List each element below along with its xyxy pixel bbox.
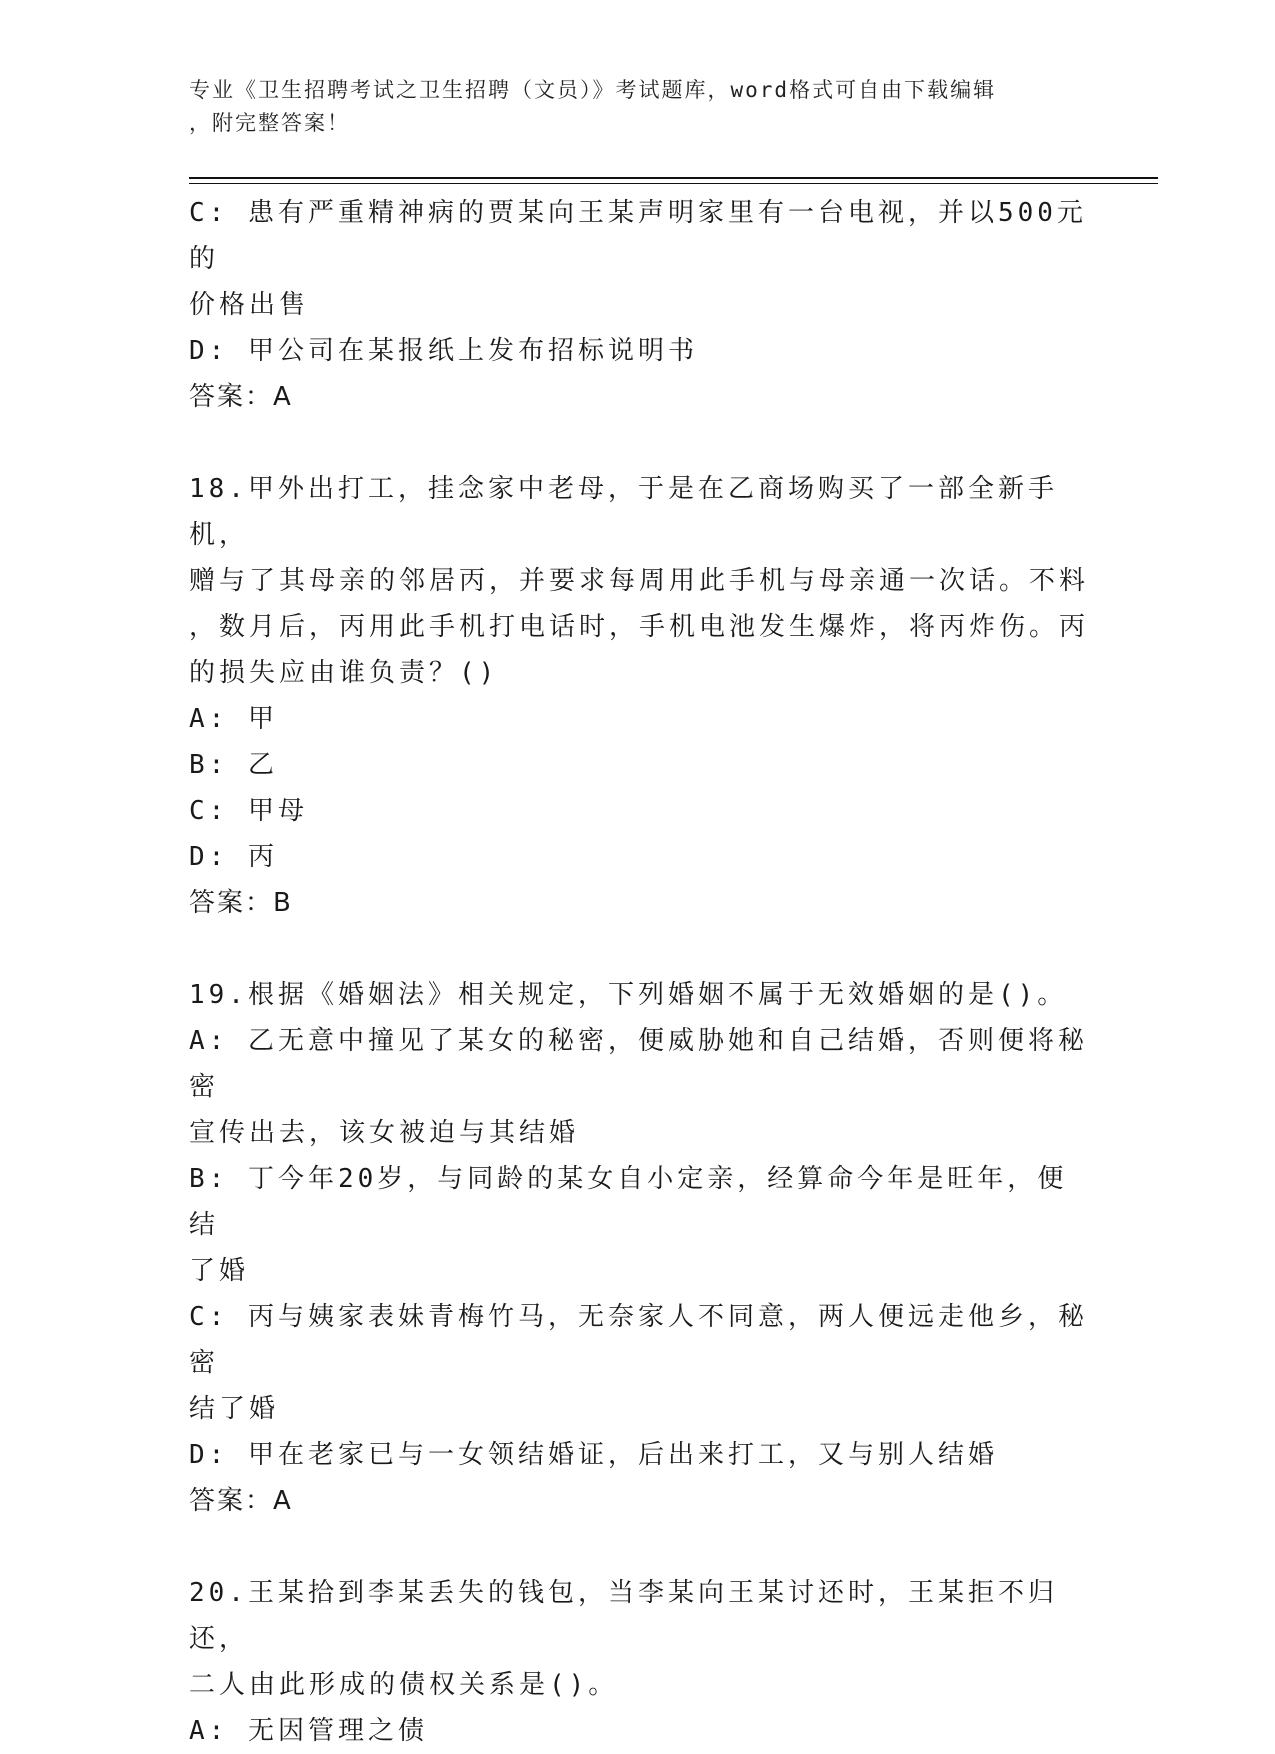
option-a: A: 甲 — [189, 704, 278, 734]
spacer — [189, 1524, 1089, 1570]
answer: 答案：B — [189, 888, 293, 918]
header-line: ，附完整答案！ — [189, 111, 350, 135]
header-line: 专业《卫生招聘考试之卫生招聘（文员）》考试题库，word格式可自由下载编辑 — [189, 78, 997, 102]
option-b: B: 乙 — [189, 750, 278, 780]
option-c-continued: 价格出售 — [189, 290, 310, 320]
spacer — [189, 926, 1089, 972]
question-18 — [189, 466, 1089, 926]
answer: 答案：A — [189, 382, 293, 412]
question-stem: 的损失应由谁负责？() — [189, 658, 499, 688]
question-17-tail — [189, 190, 1089, 420]
option-a: A: 无因管理之债 — [189, 1716, 428, 1746]
option-c-continued: 结了婚 — [189, 1394, 280, 1424]
header-divider — [189, 177, 1158, 179]
option-d: D: 丙 — [189, 842, 278, 872]
question-stem: 20.王某拾到李某丢失的钱包，当李某向王某讨还时，王某拒不归还， — [189, 1578, 1058, 1654]
option-b-continued: 了婚 — [189, 1256, 250, 1286]
question-stem: 二人由此形成的债权关系是()。 — [189, 1670, 619, 1700]
spacer — [189, 420, 1089, 466]
option-c: C: 甲母 — [189, 796, 308, 826]
option-d: D: 甲公司在某报纸上发布招标说明书 — [189, 336, 698, 366]
question-stem: ，数月后，丙用此手机打电话时，手机电池发生爆炸，将丙炸伤。丙 — [189, 612, 1090, 642]
question-20 — [189, 1570, 1089, 1754]
option-b: B: 丁今年20岁，与同龄的某女自小定亲，经算命今年是旺年，便结 — [189, 1164, 1068, 1240]
option-c: C: 丙与姨家表妹青梅竹马，无奈家人不同意，两人便远走他乡，秘密 — [189, 1302, 1088, 1378]
question-19 — [189, 972, 1089, 1524]
header-divider-thin — [189, 183, 1158, 184]
option-a: A: 乙无意中撞见了某女的秘密，便威胁她和自己结婚，否则便将秘密 — [189, 1026, 1088, 1102]
document-header — [189, 74, 1069, 140]
option-d: D: 甲在老家已与一女领结婚证，后出来打工，又与别人结婚 — [189, 1440, 998, 1470]
option-a-continued: 宣传出去，该女被迫与其结婚 — [189, 1118, 580, 1148]
answer: 答案：A — [189, 1486, 293, 1516]
document-body — [189, 190, 1089, 1754]
option-c: C: 患有严重精神病的贾某向王某声明家里有一台电视，并以500元的 — [189, 198, 1087, 274]
question-stem: 18.甲外出打工，挂念家中老母，于是在乙商场购买了一部全新手机， — [189, 474, 1058, 550]
question-stem: 19.根据《婚姻法》相关规定，下列婚姻不属于无效婚姻的是()。 — [189, 980, 1068, 1010]
question-stem: 赠与了其母亲的邻居丙，并要求每周用此手机与母亲通一次话。不料 — [189, 566, 1090, 596]
